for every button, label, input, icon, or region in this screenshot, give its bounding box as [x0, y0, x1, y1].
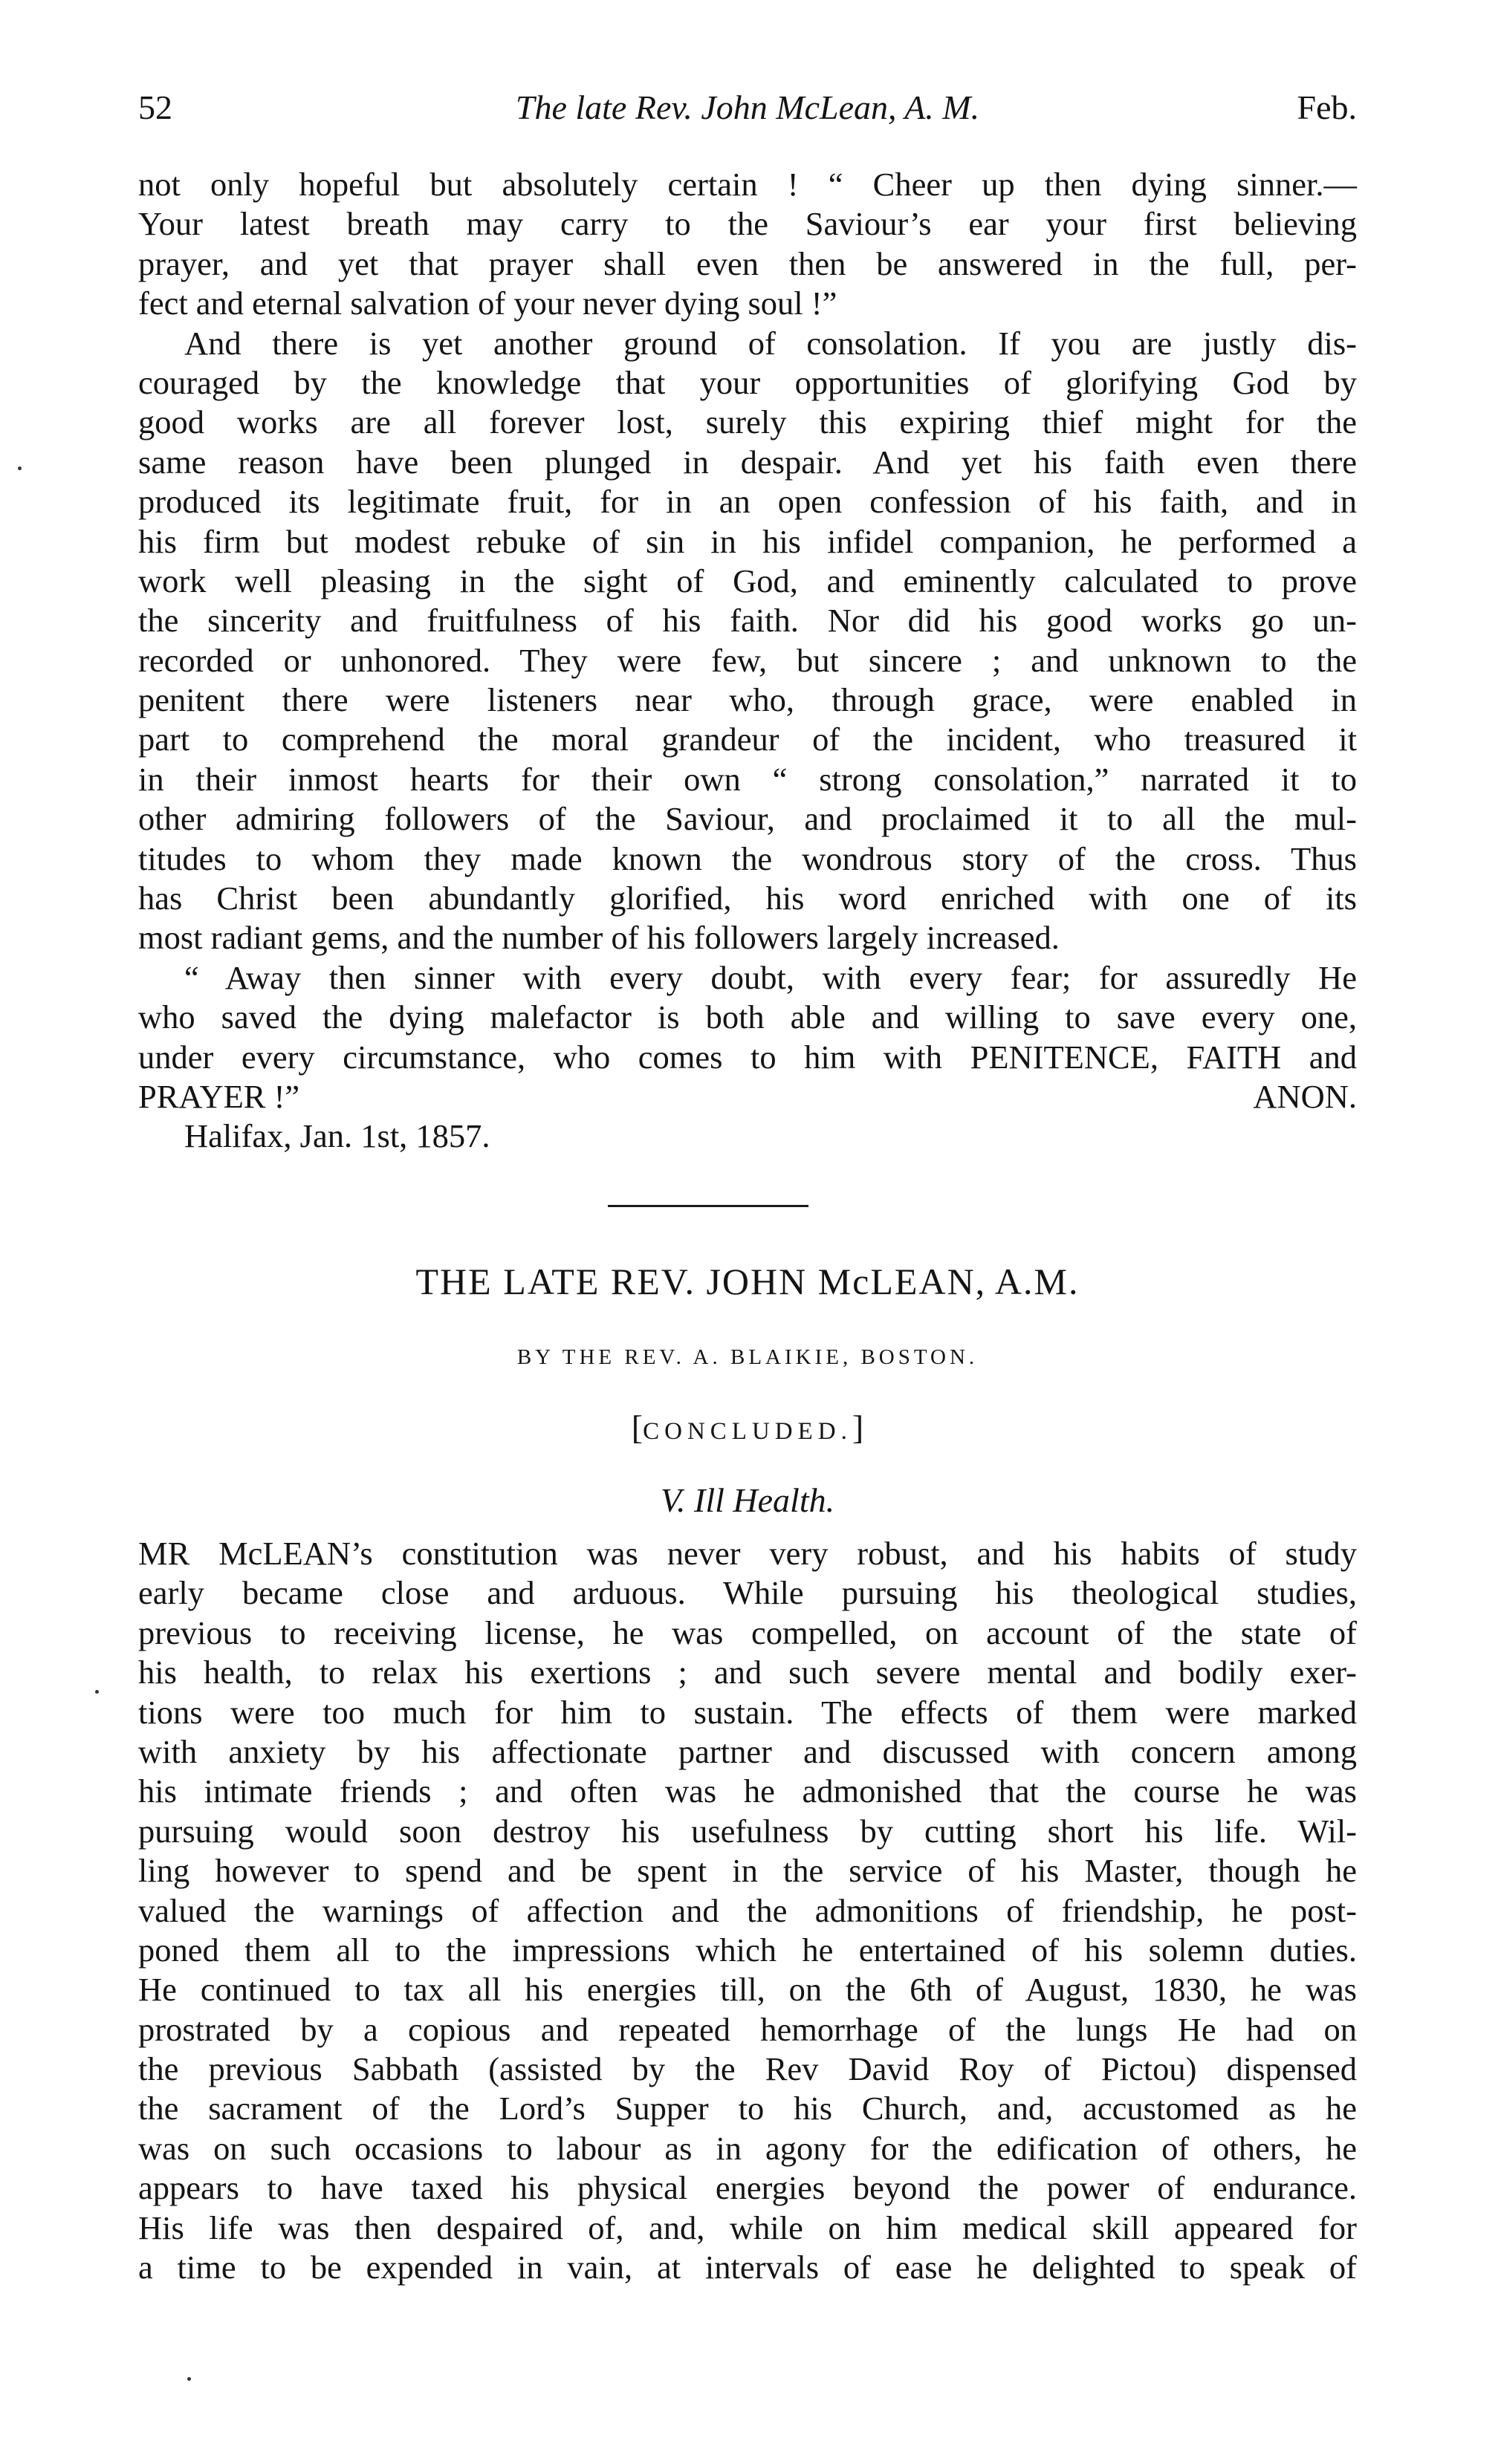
bracket-open: [ — [631, 1408, 643, 1446]
running-title: The late Rev. John McLean, A. M. — [515, 88, 980, 126]
text-line: tions were too much for him to sustain. The effects of them were marked — [138, 1693, 1357, 1731]
text-line: his health, to relax his exertions ; and such severe mental and bodily exer- — [138, 1654, 1357, 1691]
text-line: the sincerity and fruitfulness of his faith. Nor did his good works go un- — [138, 602, 1357, 640]
text-line: was on such occasions to labour as in agony for the edification of others, he — [138, 2129, 1357, 2167]
text-line: work well pleasing in the sight of God, and eminently calculated to prove — [138, 562, 1357, 599]
text-line: the previous Sabbath (assisted by the Rev David Roy of Pictou) dispensed — [138, 2050, 1357, 2088]
bracket-close: ] — [852, 1408, 864, 1446]
text-line: valued the warnings of affection and the admonitions of friendship, he post- — [138, 1891, 1357, 1929]
text-line: pursuing would soon destroy his usefulness by cutting short his life. Wil- — [138, 1812, 1357, 1850]
text-line: couraged by the knowledge that your opportunities of glorifying God by — [138, 363, 1357, 401]
text-line: other admiring followers of the Saviour, and proclaimed it to all the mul- — [138, 800, 1357, 838]
text-line: prayer, and yet that prayer shall even then be answered in the full, per- — [138, 244, 1357, 282]
text-line: ling however to spend and be spent in the service of his Master, though he — [138, 1852, 1357, 1890]
page-number: 52 — [138, 88, 172, 126]
top-text-block — [138, 165, 1357, 1157]
text-line: under every circumstance, who comes to him with PENITENCE, FAITH and — [138, 1038, 1357, 1076]
text-line: MR McLEAN’s constitution was never very robust, and his habits of study — [138, 1535, 1357, 1572]
text-line: same reason have been plunged in despair. And yet his faith even there — [138, 443, 1357, 481]
signature: ANON. — [1253, 1077, 1357, 1115]
header-month: Feb. — [1297, 88, 1357, 126]
scan-speck — [18, 467, 22, 470]
article-body — [138, 1534, 1357, 2287]
text-line: And there is yet another ground of consolation. If you are justly dis- — [184, 324, 1357, 362]
closing-text: PRAYER !” — [138, 1077, 300, 1115]
text-line: titudes to whom they made known the wondrous story of the cross. Thus — [138, 839, 1357, 877]
text-line: has Christ been abundantly glorified, his word enriched with one of its — [138, 880, 1357, 917]
scan-speck — [95, 1690, 99, 1694]
text-line: His life was then despaired of, and, while on him medical skill appeared for — [138, 2208, 1357, 2246]
text-line: not only hopeful but absolutely certain ! “ Cheer up then dying sinner.— — [138, 166, 1357, 203]
text-line: fect and eternal salvation of your never dying soul !” — [138, 285, 837, 322]
text-line: previous to receiving license, he was compelled, on account of the state of — [138, 1613, 1357, 1651]
article-byline: BY THE REV. A. BLAIKIE, BOSTON. — [516, 1345, 979, 1369]
text-line: “ Away then sinner with every doubt, with every fear; for assuredly He — [184, 958, 1357, 996]
text-line: the sacrament of the Lord’s Supper to his Church, and, accustomed as he — [138, 2090, 1357, 2127]
text-line: in their inmost hearts for their own “ strong consolation,” narrated it to — [138, 760, 1357, 798]
article-title: THE LATE REV. JOHN McLEAN, A.M. — [415, 1261, 1080, 1302]
text-line: who saved the dying malefactor is both able and willing to save every one, — [138, 998, 1357, 1036]
text-line: Your latest breath may carry to the Saviour’s ear your first believing — [138, 205, 1357, 243]
section-heading: V. Ill Health. — [660, 1481, 835, 1519]
place-date: Halifax, Jan. 1st, 1857. — [184, 1117, 490, 1155]
text-line: early became close and arduous. While pursuing his theological studies, — [138, 1574, 1357, 1612]
concluded-note — [138, 1408, 1357, 1451]
text-line: a time to be expended in vain, at intervals of ease he delighted to speak of — [138, 2249, 1357, 2286]
text-line: most radiant gems, and the number of his followers largely increased. — [138, 919, 1060, 957]
scan-speck — [187, 2377, 191, 2381]
text-line: his firm but modest rebuke of sin in his infidel companion, he performed a — [138, 522, 1357, 560]
section-divider — [608, 1205, 808, 1207]
text-line: with anxiety by his affectionate partner and discussed with concern among — [138, 1732, 1357, 1770]
text-line: his intimate friends ; and often was he admonished that the course he was — [138, 1772, 1357, 1810]
text-line: prostrated by a copious and repeated hemorrhage of the lungs He had on — [138, 2010, 1357, 2048]
text-line: penitent there were listeners near who, through grace, were enabled in — [138, 681, 1357, 719]
concluded-label: CONCLUDED. — [643, 1418, 852, 1445]
text-line: good works are all forever lost, surely this expiring thief might for the — [138, 403, 1357, 441]
text-line: recorded or unhonored. They were few, but sincere ; and unknown to the — [138, 641, 1357, 679]
text-line: He continued to tax all his energies till, on the 6th of August, 1830, he was — [138, 1971, 1357, 2009]
text-line: appears to have taxed his physical energies beyond the power of endurance. — [138, 2169, 1357, 2207]
closing-row — [138, 1077, 1357, 1116]
text-line: produced its legitimate fruit, for in an open confession of his faith, and in — [138, 483, 1357, 521]
page-header — [138, 82, 1357, 134]
text-line: poned them all to the impressions which he entertained of his solemn duties. — [138, 1931, 1357, 1969]
text-line: part to comprehend the moral grandeur of the incident, who treasured it — [138, 721, 1357, 758]
